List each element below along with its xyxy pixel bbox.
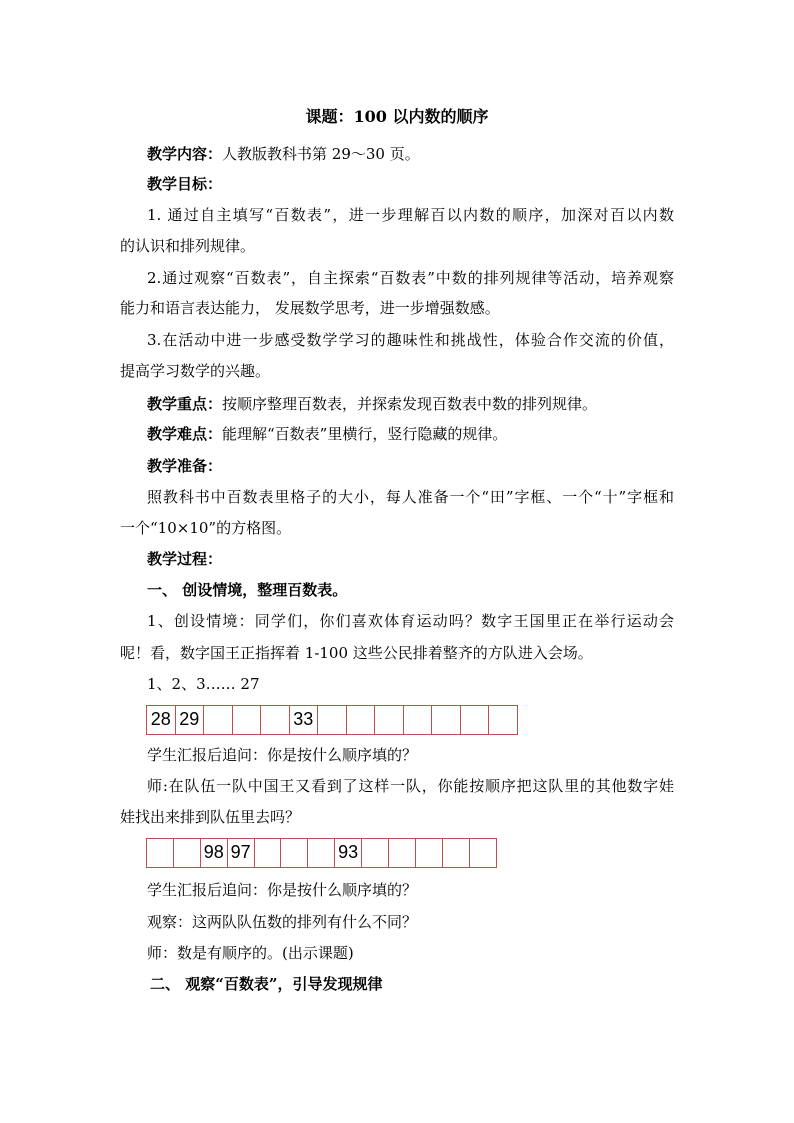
teacher-summary: 师：数是有顺序的。(出示课题)	[147, 944, 354, 962]
grid-cell	[461, 706, 490, 735]
grid-cell	[389, 839, 416, 868]
difficulty-text: 能理解“百数表”里横行，竖行隐藏的规律。	[222, 425, 508, 443]
teaching-goals-label: 教学目标：	[147, 175, 223, 193]
number-grid-1	[146, 705, 518, 735]
goal-2-line-1: 2.通过观察“百数表”，自主探索“百数表”中数的排列规律等活动，培养观察	[147, 269, 674, 287]
grid-cell	[318, 706, 347, 735]
goal-2-line-2: 能力和语言表达能力， 发展数学思考，进一步增强数感。	[120, 299, 500, 317]
grid-cell: 33	[290, 706, 319, 735]
number-sequence: 1、2、3…… 27	[147, 675, 260, 693]
teaching-content-text: 人教版教科书第 29～30 页。	[222, 145, 420, 163]
grid-cell	[147, 839, 174, 868]
key-point-text: 按顺序整理百数表，并探索发现百数表中数的排列规律。	[222, 395, 598, 413]
observation-question: 观察：这两队队伍数的排列有什么不同？	[147, 913, 418, 931]
goal-3-line-1: 3.在活动中进一步感受数学学习的趣味性和挑战性，体验合作交流的价值，	[147, 331, 674, 349]
teacher-line-2: 娃找出来排到队伍里去吗？	[120, 808, 301, 826]
grid-cell	[255, 839, 282, 868]
goal-1-line-1: 1. 通过自主填写“百数表”，进一步理解百以内数的顺序，加深对百以内数	[147, 206, 674, 224]
grid-cell	[404, 706, 433, 735]
teacher-line-1: 师:在队伍一队中国王又看到了这样一队，你能按顺序把这队里的其他数字娃	[147, 777, 674, 795]
grid-cell	[432, 706, 461, 735]
grid-cell	[347, 706, 376, 735]
grid-cell	[416, 839, 443, 868]
grid-cell	[174, 839, 201, 868]
teaching-content-label: 教学内容：	[147, 145, 223, 163]
key-point-label: 教学重点：	[147, 395, 223, 413]
preparation-label: 教学准备：	[147, 457, 223, 475]
goal-1-line-2: 的认识和排列规律。	[120, 237, 256, 255]
preparation-line-2: 一个“10×10”的方格图。	[120, 519, 292, 537]
grid-cell: 98	[201, 839, 228, 868]
grid-cell: 29	[176, 706, 205, 735]
section-2-heading: 二、 观察“百数表”，引导发现规律	[150, 975, 383, 993]
preparation-line-1: 照教科书中百数表里格子的大小，每人准备一个“田”字框、一个“十”字框和	[147, 488, 674, 506]
grid-cell	[281, 839, 308, 868]
difficulty-label: 教学难点：	[147, 425, 223, 443]
grid-cell	[308, 839, 335, 868]
follow-up-question-2: 学生汇报后追问：你是按什么顺序填的？	[147, 881, 418, 899]
difficulty	[147, 424, 707, 444]
grid-cell	[204, 706, 233, 735]
teaching-content	[147, 144, 707, 164]
scenario-line-1: 1、创设情境：同学们，你们喜欢体育运动吗？数字王国里正在举行运动会	[147, 612, 674, 630]
grid-cell	[261, 706, 290, 735]
grid-cell	[443, 839, 470, 868]
number-grid-2	[146, 838, 497, 868]
grid-cell	[375, 706, 404, 735]
section-1-heading: 一、 创设情境，整理百数表。	[147, 581, 348, 599]
grid-cell	[489, 706, 518, 735]
grid-cell: 28	[147, 706, 176, 735]
grid-cell: 97	[228, 839, 255, 868]
process-label: 教学过程：	[147, 550, 223, 568]
grid-cell: 93	[335, 839, 362, 868]
grid-cell	[470, 839, 497, 868]
grid-cell	[233, 706, 262, 735]
key-point	[147, 394, 707, 414]
grid-cell	[362, 839, 389, 868]
goal-3-line-2: 提高学习数学的兴趣。	[120, 362, 271, 380]
page-title: 课题：100 以内数的顺序	[305, 107, 489, 126]
follow-up-question-1: 学生汇报后追问：你是按什么顺序填的？	[147, 746, 418, 764]
scenario-line-2: 呢！看，数字国王正指挥着 1-100 这些公民排着整齐的方队进入会场。	[120, 644, 593, 662]
